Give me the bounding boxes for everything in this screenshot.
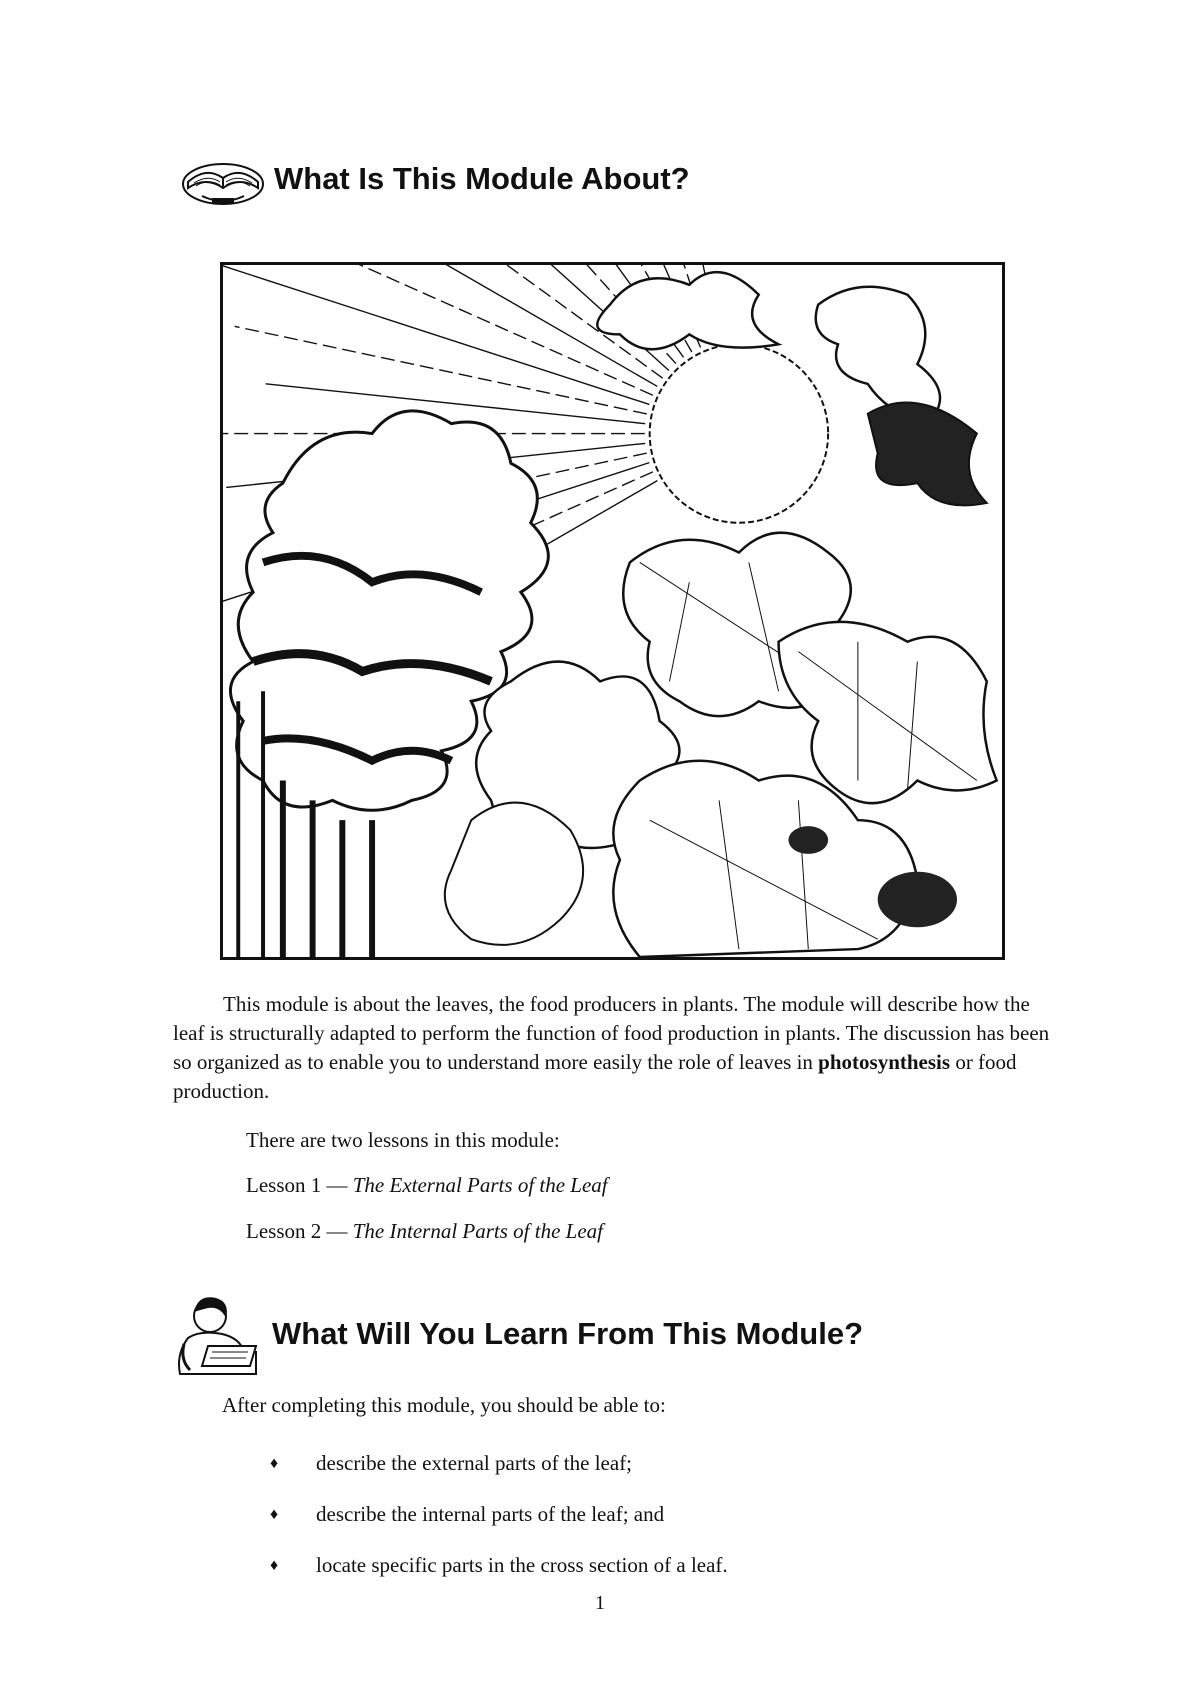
bold-term-photosynthesis: photosynthesis (818, 1050, 951, 1074)
diamond-bullet-icon: ♦ (270, 1556, 279, 1574)
lesson-prefix: Lesson 1 — (246, 1173, 353, 1197)
section-heading-learn (170, 1290, 863, 1378)
student-writing-icon (170, 1290, 262, 1378)
sunlit-forest-leaves-illustration (220, 262, 1005, 960)
objective-text: describe the external parts of the leaf; (316, 1451, 633, 1475)
section-heading-module-about (178, 148, 690, 210)
objectives-intro: After completing this module, you should be able to: (222, 1393, 666, 1417)
list-item (270, 1540, 728, 1591)
diamond-bullet-icon: ♦ (270, 1505, 279, 1523)
lesson-item (246, 1219, 603, 1244)
intro-paragraph (173, 990, 1053, 1106)
sun-ray (223, 265, 649, 404)
sun-ray (235, 326, 647, 414)
objectives-list (270, 1438, 728, 1591)
list-item (270, 1489, 728, 1540)
illustration-drawing (223, 265, 1002, 957)
lesson-title: The External Parts of the Leaf (352, 1173, 608, 1197)
diamond-bullet-icon: ♦ (270, 1454, 279, 1472)
objective-text: locate specific parts in the cross section of a leaf. (316, 1553, 728, 1577)
lesson-title: The Internal Parts of the Leaf (352, 1219, 603, 1243)
open-book-icon (178, 148, 268, 210)
objective-text: describe the internal parts of the leaf; and (316, 1502, 665, 1526)
list-item (270, 1438, 728, 1489)
intro-text-end: or food production. (173, 1050, 1017, 1103)
lessons-intro: There are two lessons in this module: (246, 1128, 560, 1152)
section-title: What Is This Module About? (274, 161, 690, 196)
intro-text: This module is about the leaves, the food producers in plants. The module will describe how the leaf is structurally adapted to perform the function of food production in plants. The discussion has been so organized as to enable you to understand more easily the role of leaves in (173, 992, 1050, 1074)
page-number: 1 (595, 1592, 605, 1614)
lesson-item (246, 1173, 608, 1198)
lesson-prefix: Lesson 2 — (246, 1219, 353, 1243)
sun-ray (266, 384, 646, 424)
section-title: What Will You Learn From This Module? (272, 1316, 864, 1351)
